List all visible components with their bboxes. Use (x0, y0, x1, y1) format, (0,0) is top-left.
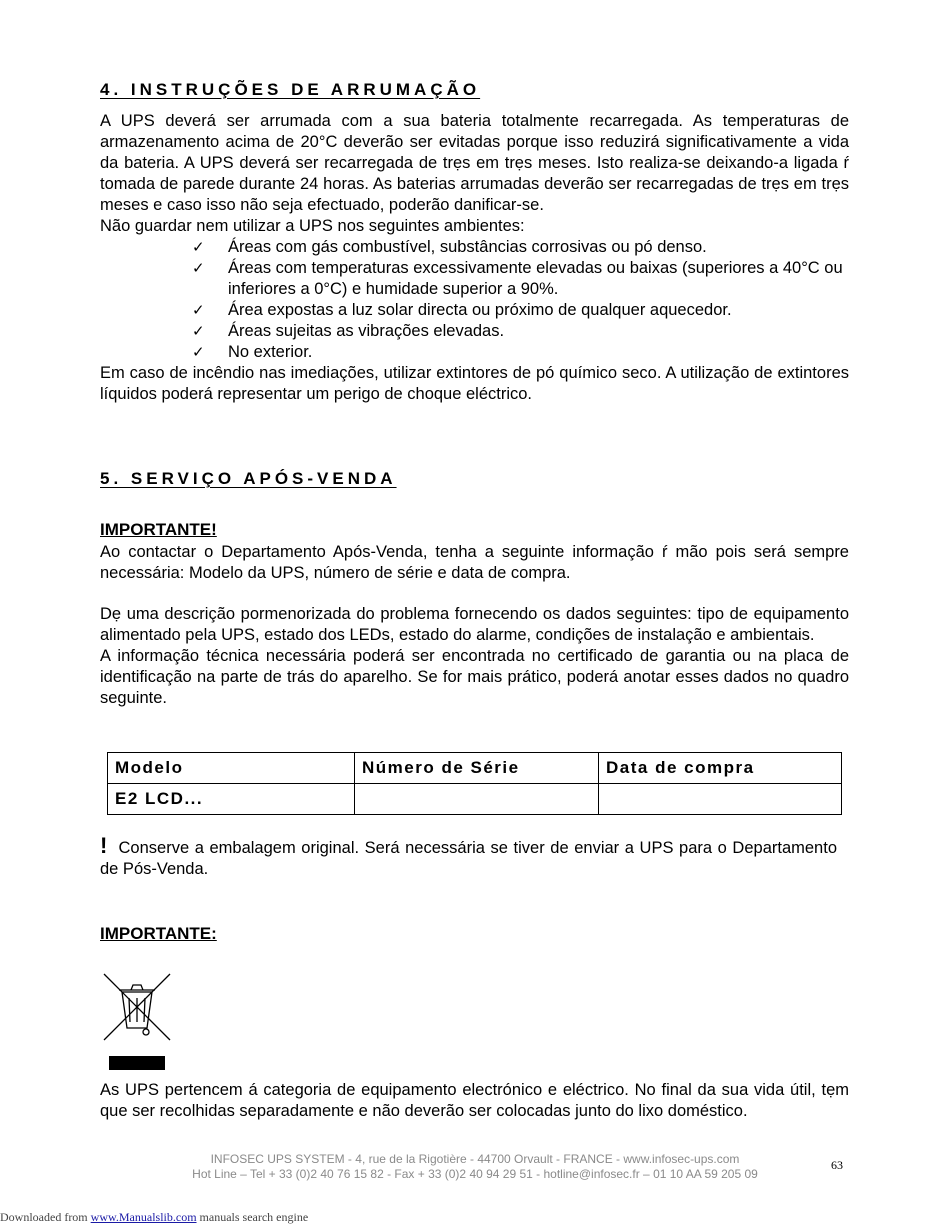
section-5-paragraph-1: Ao contactar o Departamento Após-Venda, tenha a seguinte informação ŕ mão pois será sempre necessária: Modelo da UPS, número de série e data de compra. (100, 543, 849, 582)
checkmark-icon: ✓ (192, 301, 205, 319)
exclamation-icon: ! (100, 833, 108, 858)
table-header-row (108, 753, 842, 784)
checkmark-icon: ✓ (192, 259, 205, 277)
section-4-paragraph-3: Em caso de incêndio nas imediações, utilizar extintores de pó químico seco. A utilização de extintores líquidos poderá representar um perigo de choque eléctrico. (100, 364, 849, 403)
section-5-heading: 5. SERVIÇO APÓS-VENDA (100, 469, 397, 488)
important-label: IMPORTANTE! (100, 520, 217, 539)
page-footer (150, 1152, 800, 1182)
footer-address: INFOSEC UPS SYSTEM - 4, rue de la Rigotière - 44700 Orvault - FRANCE - www.infosec-ups.com (210, 1152, 740, 1166)
table-cell (599, 784, 842, 815)
checkmark-icon: ✓ (192, 343, 205, 361)
section-5-intro (100, 542, 849, 584)
table-cell (355, 784, 599, 815)
section-5-paragraph-4: As UPS pertencem á categoria de equipamento electrónico e eléctrico. No final da sua vida útil, tẹm que ser recolhidas separadamente e não deverão ser colocadas junto do lixo doméstico. (100, 1081, 849, 1120)
section-4-paragraph-2: Não guardar nem utilizar a UPS nos seguintes ambientes: (100, 217, 525, 235)
list-item: ✓ Área expostas a luz solar directa ou próximo de qualquer aquecedor. (192, 301, 732, 319)
table-header: Modelo (108, 753, 355, 784)
section-5-details (100, 604, 849, 709)
list-item: ✓ Áreas sujeitas as vibrações elevadas. (192, 322, 505, 340)
section-4-paragraph-1: A UPS deverá ser arrumada com a sua bateria totalmente recarregada. As temperaturas de armazenamento acima de 20°C deverão ser evitadas porque isso reduzirá significativamente a vida da bateria. A UPS deverá ser recarregada de trẹs em trẹs meses. Isto realiza-se deixando-a ligada ŕ tomada de parede durante 24 horas. As baterias arrumadas deverão ser recarregadas de trẹs em trẹs meses e caso isso não seja efectuado, poderão danificar-se. (100, 112, 849, 214)
ups-info-table (107, 752, 842, 815)
section-5-paragraph-3: A informação técnica necessária poderá ser encontrada no certificado de garantia ou na placa de identificação na parte de trás do aparelho. Se for mais prático, poderá anotar esses dados no quadro seguinte. (100, 647, 849, 707)
download-attribution: Downloaded from www.Manualslib.com manuals search engine (0, 1210, 309, 1224)
section-4-heading: 4. INSTRUÇÕES DE ARRUMAÇÃO (100, 80, 481, 99)
footer-contact: Hot Line – Tel + 33 (0)2 40 76 15 82 - Fax + 33 (0)2 40 94 29 51 - hotline@infosec.fr – 01 10 AA 59 205 09 (192, 1167, 758, 1181)
table-header: Data de compra (599, 753, 842, 784)
manualslib-link[interactable]: www.Manualslib.com (90, 1210, 197, 1224)
weee-text (100, 1080, 849, 1122)
crossed-out-wheelie-bin-icon (100, 970, 174, 1072)
table-header: Número de Série (355, 753, 599, 784)
list-item: ✓ No exterior. (192, 343, 313, 361)
environment-list (100, 237, 849, 363)
packaging-note-text: Conserve a embalagem original. Será necessária se tiver de enviar a UPS para o Departamento de Pós-Venda. (100, 839, 837, 878)
section-5-paragraph-2: Dẹ uma descrição pormenorizada do problema fornecendo os dados seguintes: tipo de equipamento alimentado pela UPS, estado dos LEDs, estado do alarme, condições de instalação e ambientais. (100, 605, 849, 644)
list-item: ✓ Áreas com gás combustível, substâncias corrosivas ou pó denso. (192, 238, 707, 256)
packaging-note (100, 835, 837, 880)
checkmark-icon: ✓ (192, 322, 205, 340)
important-label-2: IMPORTANTE: (100, 924, 217, 943)
table-cell: E2 LCD... (108, 784, 355, 815)
table-row (108, 784, 842, 815)
section-4-body (100, 111, 849, 405)
checkmark-icon: ✓ (192, 238, 205, 256)
page-number: 63 (831, 1158, 843, 1172)
list-item: ✓ Áreas com temperaturas excessivamente elevadas ou baixas (superiores a 40°C ou inferiores a 0°C) e humidade superior a 90%. (192, 259, 843, 298)
